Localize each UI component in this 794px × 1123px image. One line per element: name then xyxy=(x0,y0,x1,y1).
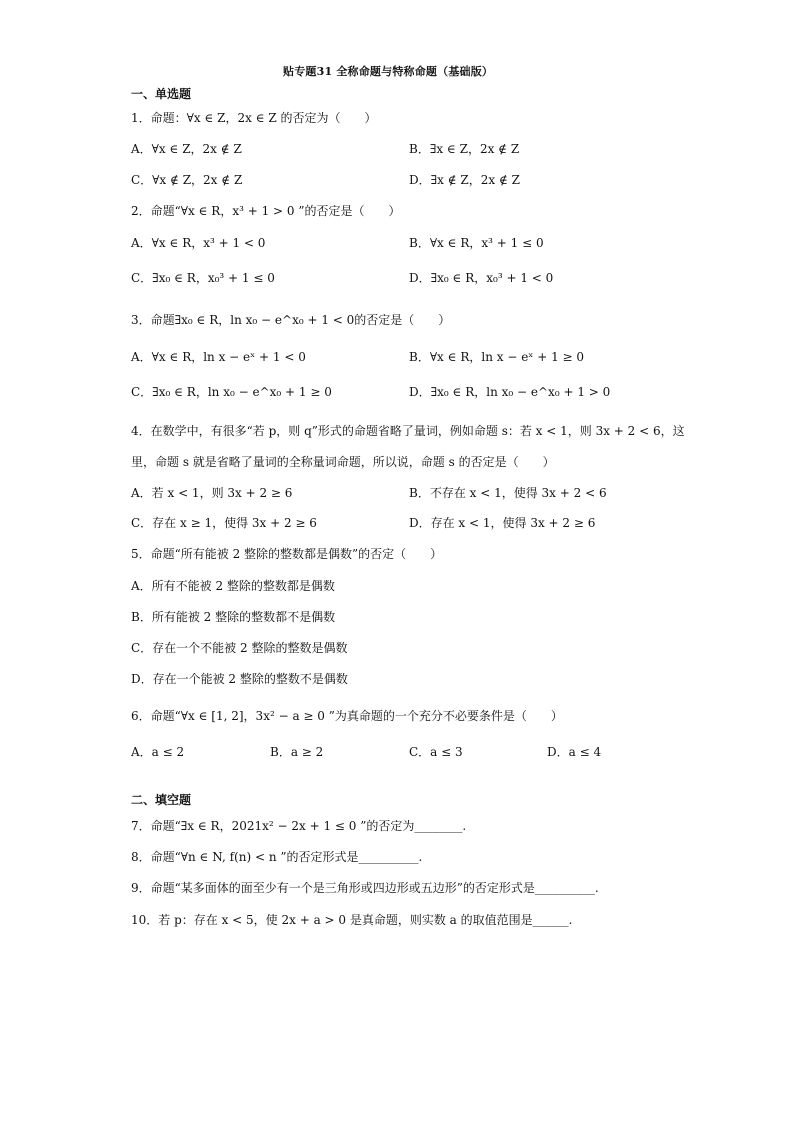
question-3-option-a: A．∀x ∈ R，ln x − eˣ + 1 < 0 xyxy=(131,350,306,364)
question-1-option-d: D．∃x ∉ Z，2x ∉ Z xyxy=(409,173,521,187)
question-5-option-a: A．所有不能被 2 整除的整数都是偶数 xyxy=(131,579,335,593)
question-6-option-b: B．a ≥ 2 xyxy=(270,745,324,759)
page-title: 贴专题31 全称命题与特称命题（基础版） xyxy=(283,65,494,78)
question-4-option-c: C．存在 x ≥ 1，使得 3x + 2 ≥ 6 xyxy=(131,516,317,530)
question-2-option-a: A．∀x ∈ R，x³ + 1 < 0 xyxy=(131,236,266,250)
question-5-option-c: C．存在一个不能被 2 整除的整数是偶数 xyxy=(131,641,348,655)
question-5-stem: 5．命题“所有能被 2 整除的整数都是偶数”的否定（ ） xyxy=(131,547,443,561)
question-6-option-c: C．a ≤ 3 xyxy=(409,745,463,759)
question-6-option-a: A．a ≤ 2 xyxy=(131,745,185,759)
question-2-option-c: C．∃x₀ ∈ R，x₀³ + 1 ≤ 0 xyxy=(131,271,275,285)
question-4-option-a: A．若 x < 1，则 3x + 2 ≥ 6 xyxy=(131,486,293,500)
question-5-option-b: B．所有能被 2 整除的整数都不是偶数 xyxy=(131,610,336,624)
question-10: 10．若 p：存在 x < 5，使 2x + a > 0 是真命题，则实数 a 的取值范围是______. xyxy=(131,913,573,927)
question-4-stem-line-1: 4．在数学中，有很多“若 p，则 q”形式的命题省略了量词，例如命题 s：若 x < 1，则 3x + 2 < 6，这 xyxy=(131,424,685,438)
question-1-option-c: C．∀x ∉ Z，2x ∉ Z xyxy=(131,173,243,187)
question-3-stem: 3．命题∃x₀ ∈ R，ln x₀ − e^x₀ + 1 < 0的否定是（ ） xyxy=(131,313,451,327)
question-6-option-d: D．a ≤ 4 xyxy=(547,745,602,759)
section-heading-fill-in: 二、填空题 xyxy=(131,793,192,807)
question-4-option-d: D．存在 x < 1，使得 3x + 2 ≥ 6 xyxy=(409,516,596,530)
question-2-option-b: B．∀x ∈ R，x³ + 1 ≤ 0 xyxy=(409,236,544,250)
question-3-option-d: D．∃x₀ ∈ R，ln x₀ − e^x₀ + 1 > 0 xyxy=(409,385,611,399)
question-4-stem-line-2: 里，命题 s 就是省略了量词的全称量词命题，所以说，命题 s 的否定是（ ） xyxy=(131,455,555,469)
question-2-stem: 2．命题“∀x ∈ R，x³ + 1 > 0 ”的否定是（ ） xyxy=(131,204,401,218)
question-4-option-b: B．不存在 x < 1，使得 3x + 2 < 6 xyxy=(409,486,607,500)
question-2-option-d: D．∃x₀ ∈ R，x₀³ + 1 < 0 xyxy=(409,271,554,285)
question-1-option-a: A．∀x ∈ Z，2x ∉ Z xyxy=(131,142,242,156)
section-heading-single-choice: 一、单选题 xyxy=(131,87,192,101)
question-3-option-c: C．∃x₀ ∈ R，ln x₀ − e^x₀ + 1 ≥ 0 xyxy=(131,385,332,399)
question-1-option-b: B．∃x ∈ Z，2x ∉ Z xyxy=(409,142,520,156)
question-3-option-b: B．∀x ∈ R，ln x − eˣ + 1 ≥ 0 xyxy=(409,350,585,364)
question-5-option-d: D．存在一个能被 2 整除的整数不是偶数 xyxy=(131,672,348,686)
question-1-stem: 1．命题：∀x ∈ Z，2x ∈ Z 的否定为（ ） xyxy=(131,111,377,125)
question-8: 8．命题“∀n ∈ N, f(n) < n ”的否定形式是__________. xyxy=(131,850,423,864)
question-7: 7．命题“∃x ∈ R，2021x² − 2x + 1 ≤ 0 ”的否定为________. xyxy=(131,819,467,833)
question-6-stem: 6．命题“∀x ∈ [1, 2]，3x² − a ≥ 0 ”为真命题的一个充分不必要条件是（ ） xyxy=(131,709,563,723)
question-9: 9．命题“某多面体的面至少有一个是三角形或四边形或五边形”的否定形式是__________. xyxy=(131,881,599,895)
